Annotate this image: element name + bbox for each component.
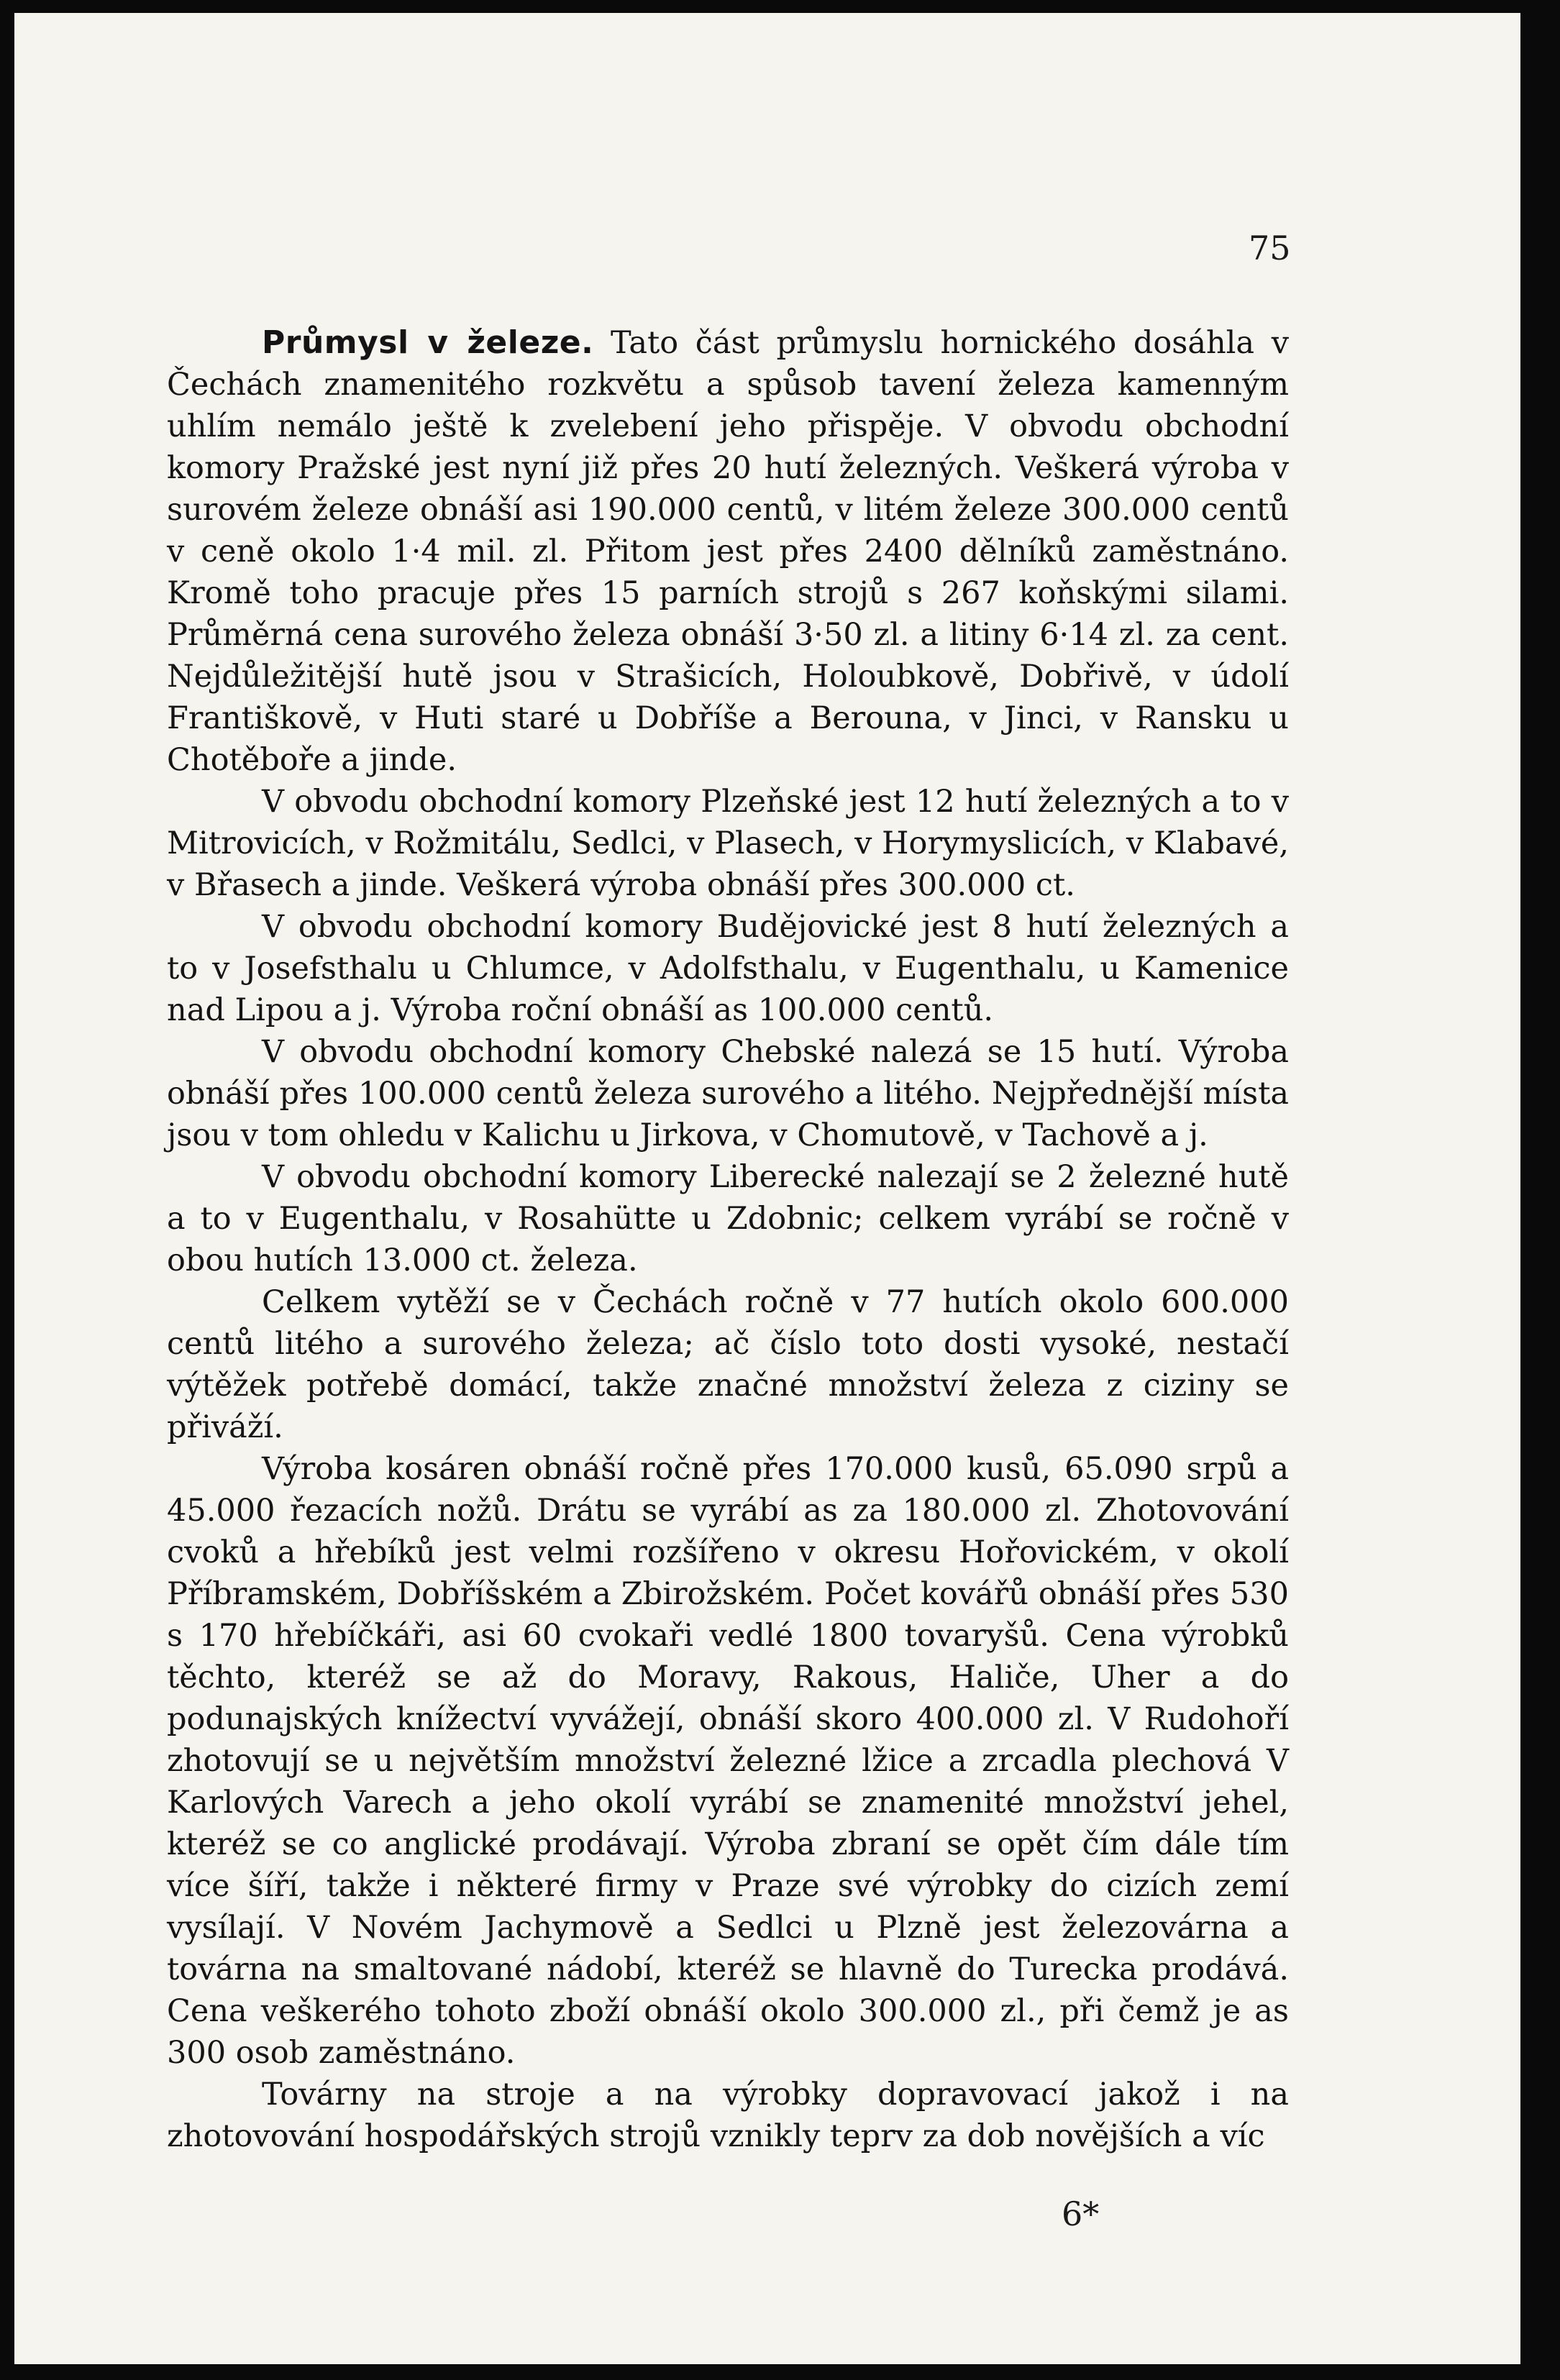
paragraph: Celkem vytěží se v Čechách ročně v 77 hutích okolo 600.000 centů litého a surového železa; ač číslo toto dosti vysoké, nestačí výtěžek potřebě domácí, takže značné množství železa z ciziny se přiváží. <box>167 1284 1289 1445</box>
paragraph-intro <box>167 322 1289 781</box>
body-text <box>167 322 1289 2157</box>
paragraph: V obvodu obchodní komory Chebské nalezá se 15 hutí. Výroba obnáší přes 100.000 centů železa surového a litého. Nejpřednější místa jsou v tom ohledu v Kalichu u Jirkova, v Chomutově, v Tachově a j. <box>167 1034 1289 1153</box>
page-number: 75 <box>1249 229 1291 267</box>
paragraph: V obvodu obchodní komory Budějovické jest 8 hutí železných a to v Josefsthalu u Chlumce, v Adolfsthalu, v Eugenthalu, u Kamenice nad Lipou a j. Výroba roční obnáší as 100.000 centů. <box>167 909 1289 1028</box>
book-page <box>14 13 1520 2364</box>
paragraph: Továrny na stroje a na výrobky dopravovací jakož i na zhotovování hospodářských strojů vznikly teprv za dob novějších a víc <box>167 2077 1289 2154</box>
paragraph: Výroba kosáren obnáší ročně přes 170.000 kusů, 65.090 srpů a 45.000 řezacích nožů. Drátu se vyrábí as za 180.000 zl. Zhotovování cvoků a hřebíků jest velmi rozšířeno v okresu Hořovickém, v okolí Příbramském, Dobříšském a Zbirožském. Počet kovářů obnáší přes 530 s 170 hřebíčkáři, asi 60 cvokaři vedlé 1800 tovaryšů. Cena výrobků těchto, kteréž se až do Moravy, Rakous, Haliče, Uher a do podunajských knížectví vyvážejí, obnáší skoro 400.000 zl. V Rudohoří zhotovují se u největším množství železné lžice a zrcadla plechová V Karlových Varech a jeho okolí vyrábí se znamenité množství jehel, kteréž se co anglické prodávají. Výroba zbraní se opět čím dále tím více šíří, takže i některé firmy v Praze své výrobky do cizích zemí vysílají. V Novém Jachymově a Sedlci u Plzně jest železovárna a továrna na smaltované nádobí, kteréž se hlavně do Turecka prodává. Cena veškerého tohoto zboží obnáší okolo 300.000 zl., při čemž je as 300 osob zaměstnáno. <box>167 1451 1289 2071</box>
section-heading: Průmysl v železe. <box>262 324 594 361</box>
paragraph-intro-text: Tato část průmyslu hornického dosáhla v Čechách znamenitého rozkvětu a spůsob tavení železa kamenným uhlím nemálo ještě k zvelebení jeho přispěje. V obvodu obchodní komory Pražské jest nyní již přes 20 hutí železných. Veškerá výroba v surovém železe obnáší asi 190.000 centů, v litém železe 300.000 centů v ceně okolo 1·4 mil. zl. Přitom jest přes 2400 dělníků zaměstnáno. Kromě toho pracuje přes 15 parních strojů s 267 koňskými silami. Průměrná cena surového železa obnáší 3·50 zl. a litiny 6·14 zl. za cent. Nejdůležitější hutě jsou v Strašicích, Holoubkově, Dobřivě, v údolí Františkově, v Huti staré u Dobříše a Berouna, v Jinci, v Ransku u Chotěboře a jinde. <box>167 325 1289 778</box>
paragraph: V obvodu obchodní komory Liberecké nalezají se 2 železné hutě a to v Eugenthalu, v Rosahütte u Zdobnic; celkem vyrábí se ročně v obou hutích 13.000 ct. železa. <box>167 1159 1289 1278</box>
paragraph: V obvodu obchodní komory Plzeňské jest 12 hutí železných a to v Mitrovicích, v Rožmitálu, Sedlci, v Plasech, v Horymyslicích, v Klabavé, v Břasech a jinde. Veškerá výroba obnáší přes 300.000 ct. <box>167 784 1289 903</box>
signature-mark: 6* <box>1062 2194 1100 2233</box>
